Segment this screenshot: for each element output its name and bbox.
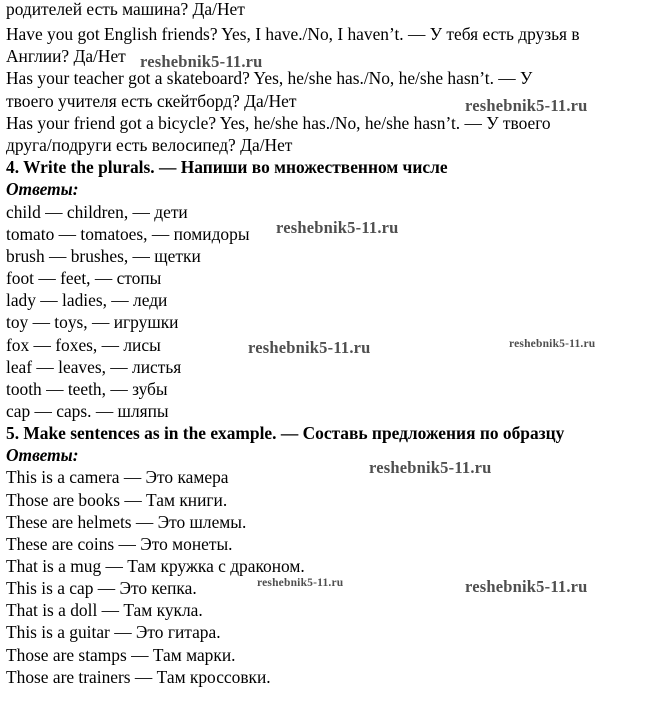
- sentence-item: Those are stamps — Там марки.: [6, 645, 236, 665]
- plural-item: fox — foxes, — лисы: [6, 335, 161, 355]
- plural-item: cap — caps. — шляпы: [6, 401, 169, 421]
- text-line: друга/подруги есть велосипед? Да/Нет: [6, 135, 293, 155]
- text-line: Англии? Да/Нет: [6, 46, 126, 66]
- sentence-item: This is a cap — Это кепка.: [6, 578, 197, 598]
- plural-item: foot — feet, — стопы: [6, 268, 162, 288]
- watermark: reshebnik5-11.ru: [140, 52, 263, 71]
- sentence-item: Those are books — Там книги.: [6, 490, 228, 510]
- watermark: reshebnik5-11.ru: [248, 338, 371, 357]
- answers-label: Ответы:: [6, 179, 79, 199]
- sentence-item: This is a guitar — Это гитара.: [6, 622, 221, 642]
- sentence-item: That is a mug — Там кружка с драконом.: [6, 556, 305, 576]
- exercise-5-heading: 5. Make sentences as in the example. — Составь предложения по образцу: [6, 423, 565, 443]
- plural-item: lady — ladies, — леди: [6, 290, 168, 310]
- sentence-item: These are coins — Это монеты.: [6, 534, 233, 554]
- sentence-item: Those are trainers — Там кроссовки.: [6, 667, 271, 687]
- text-line: Has your teacher got a skateboard? Yes, he/she has./No, he/she hasn’t. — У: [6, 68, 533, 88]
- watermark: reshebnik5-11.ru: [257, 577, 344, 589]
- plural-item: tooth — teeth, — зубы: [6, 379, 168, 399]
- plural-item: toy — toys, — игрушки: [6, 312, 179, 332]
- watermark: reshebnik5-11.ru: [509, 338, 596, 350]
- watermark: reshebnik5-11.ru: [369, 458, 492, 477]
- watermark: reshebnik5-11.ru: [465, 577, 588, 596]
- plural-item: brush — brushes, — щетки: [6, 246, 201, 266]
- watermark: reshebnik5-11.ru: [465, 96, 588, 115]
- exercise-4-heading: 4. Write the plurals. — Напиши во множественном числе: [6, 157, 448, 177]
- text-line: родителей есть машина? Да/Нет: [6, 0, 245, 19]
- text-line: Have you got English friends? Yes, I have./No, I haven’t. — У тебя есть друзья в: [6, 24, 580, 44]
- text-line: Has your friend got a bicycle? Yes, he/she has./No, he/she hasn’t. — У твоего: [6, 113, 551, 133]
- plural-item: tomato — tomatoes, — помидоры: [6, 224, 250, 244]
- answers-label: Ответы:: [6, 445, 79, 465]
- sentence-item: These are helmets — Это шлемы.: [6, 512, 247, 532]
- sentence-item: That is a doll — Там кукла.: [6, 600, 203, 620]
- watermark: reshebnik5-11.ru: [276, 218, 399, 237]
- plural-item: child — children, — дети: [6, 202, 188, 222]
- sentence-item: This is a camera — Это камера: [6, 467, 229, 487]
- plural-item: leaf — leaves, — листья: [6, 357, 182, 377]
- text-line: твоего учителя есть скейтборд? Да/Нет: [6, 91, 297, 111]
